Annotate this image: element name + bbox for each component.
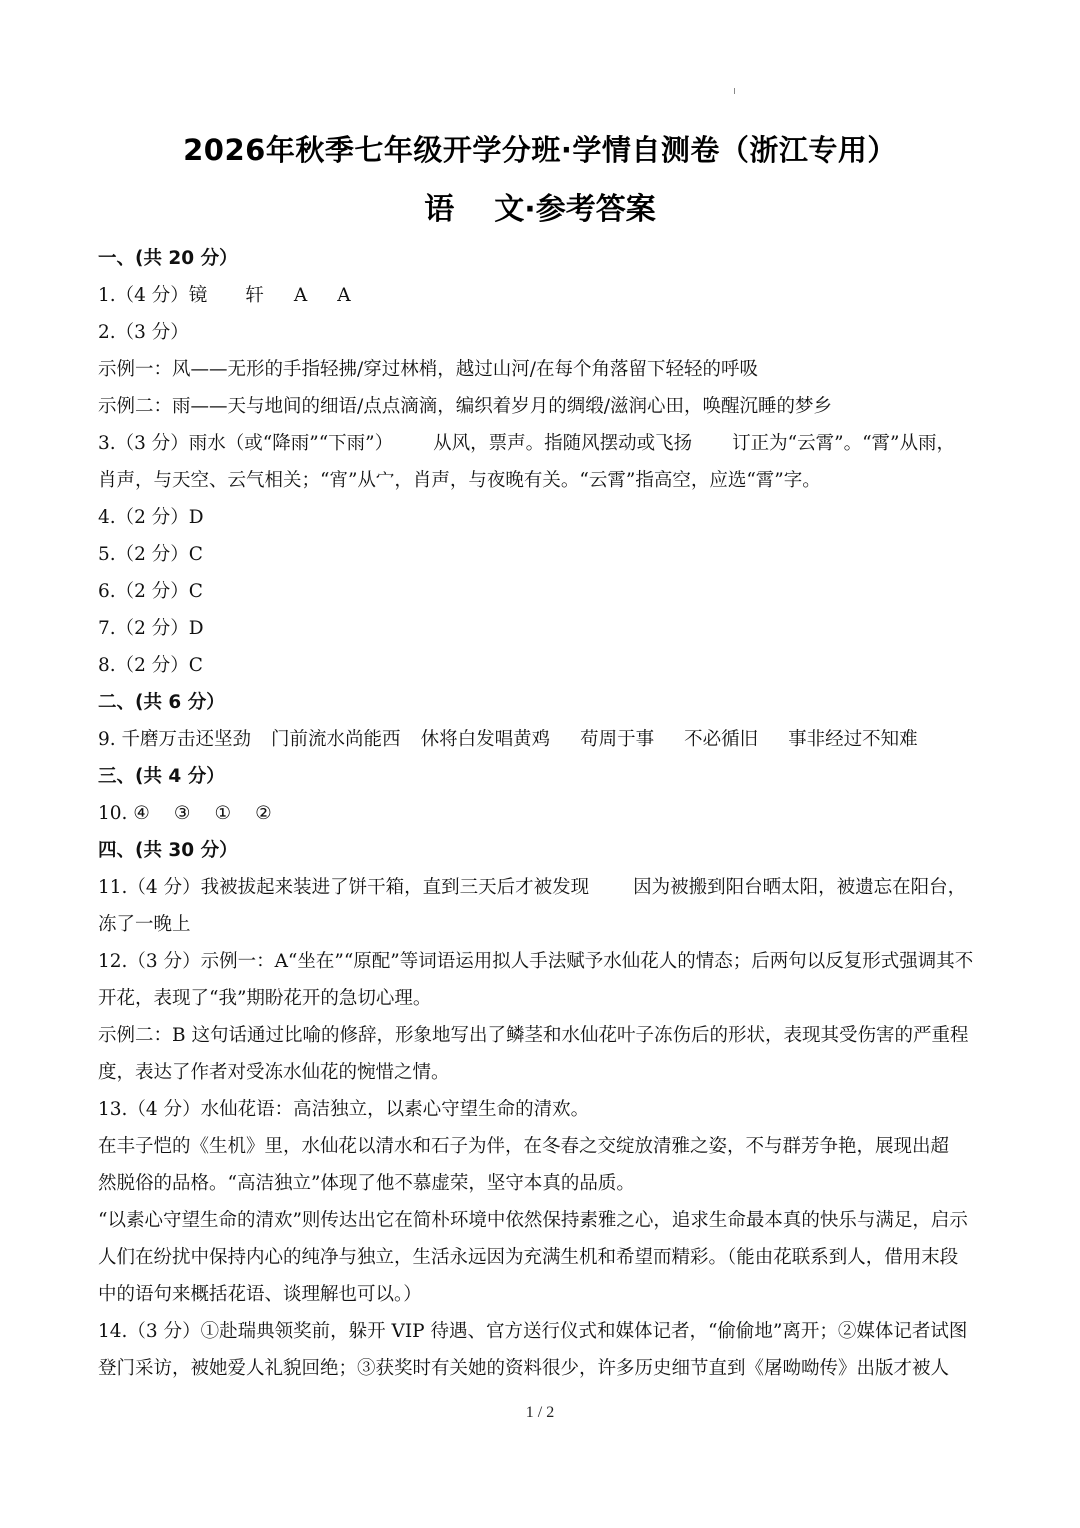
answer-segment: 不必循旧 <box>684 729 759 750</box>
answer-line <box>98 277 988 314</box>
answer-segment: 门前流水尚能西 <box>271 729 401 750</box>
subtitle-part-2: 文·参考答案 <box>494 192 656 227</box>
answer-content <box>98 240 988 1387</box>
section-heading: 一、(共 20 分） <box>98 248 238 269</box>
answer-segment: 事非经过不知难 <box>788 729 918 750</box>
answer-line: 登门采访，被她爱人礼貌回绝；③获奖时有关她的资料很少，许多历史细节直到《屠呦呦传》出版才被人 <box>98 1358 950 1379</box>
answer-line: 13.（4 分）水仙花语：高洁独立，以素心守望生命的清欢。 <box>98 1099 590 1120</box>
answer-line: 4.（2 分）D <box>98 507 204 528</box>
page-number: 1 / 2 <box>525 1404 555 1421</box>
answer-line: 度，表达了作者对受冻水仙花的惋惜之情。 <box>98 1062 450 1083</box>
section-heading: 四、(共 30 分） <box>98 840 238 861</box>
page-title: 2026年秋季七年级开学分班·学情自测卷（浙江专用） <box>183 133 897 167</box>
answer-line: 冻了一晚上 <box>98 914 191 935</box>
answer-segment: A <box>293 285 308 306</box>
answer-line: “以素心守望生命的清欢”则传达出它在简朴环境中依然保持素雅之心，追求生命最本真的快乐与满足，启示 <box>98 1210 968 1231</box>
answer-segment: A <box>337 285 351 306</box>
answer-segment: 9. 千磨万击还坚劲 <box>98 729 252 750</box>
answer-line: 8.（2 分）C <box>98 655 203 676</box>
answer-segment: 因为被搬到阳台晒太阳，被遗忘在阳台， <box>633 877 967 898</box>
answer-line <box>98 869 988 906</box>
answer-line: 示例一：风——无形的手指轻拂/穿过林梢，越过山河/在每个角落留下轻轻的呼吸 <box>98 359 758 380</box>
answer-line: 5.（2 分）C <box>98 544 203 565</box>
answer-line: 12.（3 分）示例一：A“坐在”“原配”等词语运用拟人手法赋予水仙花人的情态；后两句以反复形式强调其不 <box>98 951 974 972</box>
answer-line: 示例二：B 这句话通过比喻的修辞，形象地写出了鳞茎和水仙花叶子冻伤后的形状，表现其受伤害的严重程 <box>98 1025 969 1046</box>
answer-segment: 1.（4 分）镜 <box>98 285 208 306</box>
answer-line: 14.（3 分）①赴瑞典领奖前，躲开 VIP 待遇、官方送行仪式和媒体记者，“偷偷地”离开；②媒体记者试图 <box>98 1321 968 1342</box>
answer-line: 示例二：雨——天与地间的细语/点点滴滴，编织着岁月的绸缎/滋润心田，唤醒沉睡的梦乡 <box>98 396 832 417</box>
answer-line: 肖声，与天空、云气相关；“宵”从宀，肖声，与夜晚有关。“云霄”指高空，应选“霄”字。 <box>98 470 821 491</box>
answer-line: 开花，表现了“我”期盼花开的急切心理。 <box>98 988 432 1009</box>
section-heading: 二、(共 6 分） <box>98 692 225 713</box>
answer-segment: ② <box>255 803 272 824</box>
answer-segment: 苟周于事 <box>580 729 655 750</box>
answer-segment: 轩 <box>245 285 264 306</box>
answer-line: 在丰子恺的《生机》里，水仙花以清水和石子为伴，在冬春之交绽放清雅之姿，不与群芳争艳，展现出超 <box>98 1136 950 1157</box>
answer-segment: 11.（4 分）我被拔起来装进了饼干箱，直到三天后才被发现 <box>98 877 590 898</box>
answer-line: 6.（2 分）C <box>98 581 203 602</box>
answer-segment: 订正为“云霄”。“霄”从雨， <box>732 433 955 454</box>
scan-mark <box>734 88 735 94</box>
answer-segment: 从风，票声。指随风摆动或飞扬 <box>433 433 693 454</box>
answer-segment: 3.（3 分）雨水（或“降雨”“下雨”） <box>98 433 394 454</box>
page-subtitle <box>0 184 1080 228</box>
answer-segment: ① <box>214 803 232 824</box>
subtitle-part-1: 语 <box>424 192 455 227</box>
answer-segment: 休将白发唱黄鸡 <box>420 729 551 750</box>
answer-line: 然脱俗的品格。“高洁独立”体现了他不慕虚荣，坚守本真的品质。 <box>98 1173 635 1194</box>
answer-line <box>98 795 988 832</box>
answer-segment: 10. ④ <box>98 803 150 824</box>
answer-line: 人们在纷扰中保持内心的纯净与独立，生活永远因为充满生机和希望而精彩。（能由花联系到人，借用末段 <box>98 1247 959 1268</box>
answer-line <box>98 721 988 758</box>
answer-line: 中的语句来概括花语、谈理解也可以。） <box>98 1284 422 1305</box>
answer-line: 2.（3 分） <box>98 322 189 343</box>
answer-line <box>98 425 988 462</box>
answer-line: 7.（2 分）D <box>98 618 204 639</box>
answer-segment: ③ <box>173 803 191 824</box>
section-heading: 三、(共 4 分） <box>98 766 225 787</box>
